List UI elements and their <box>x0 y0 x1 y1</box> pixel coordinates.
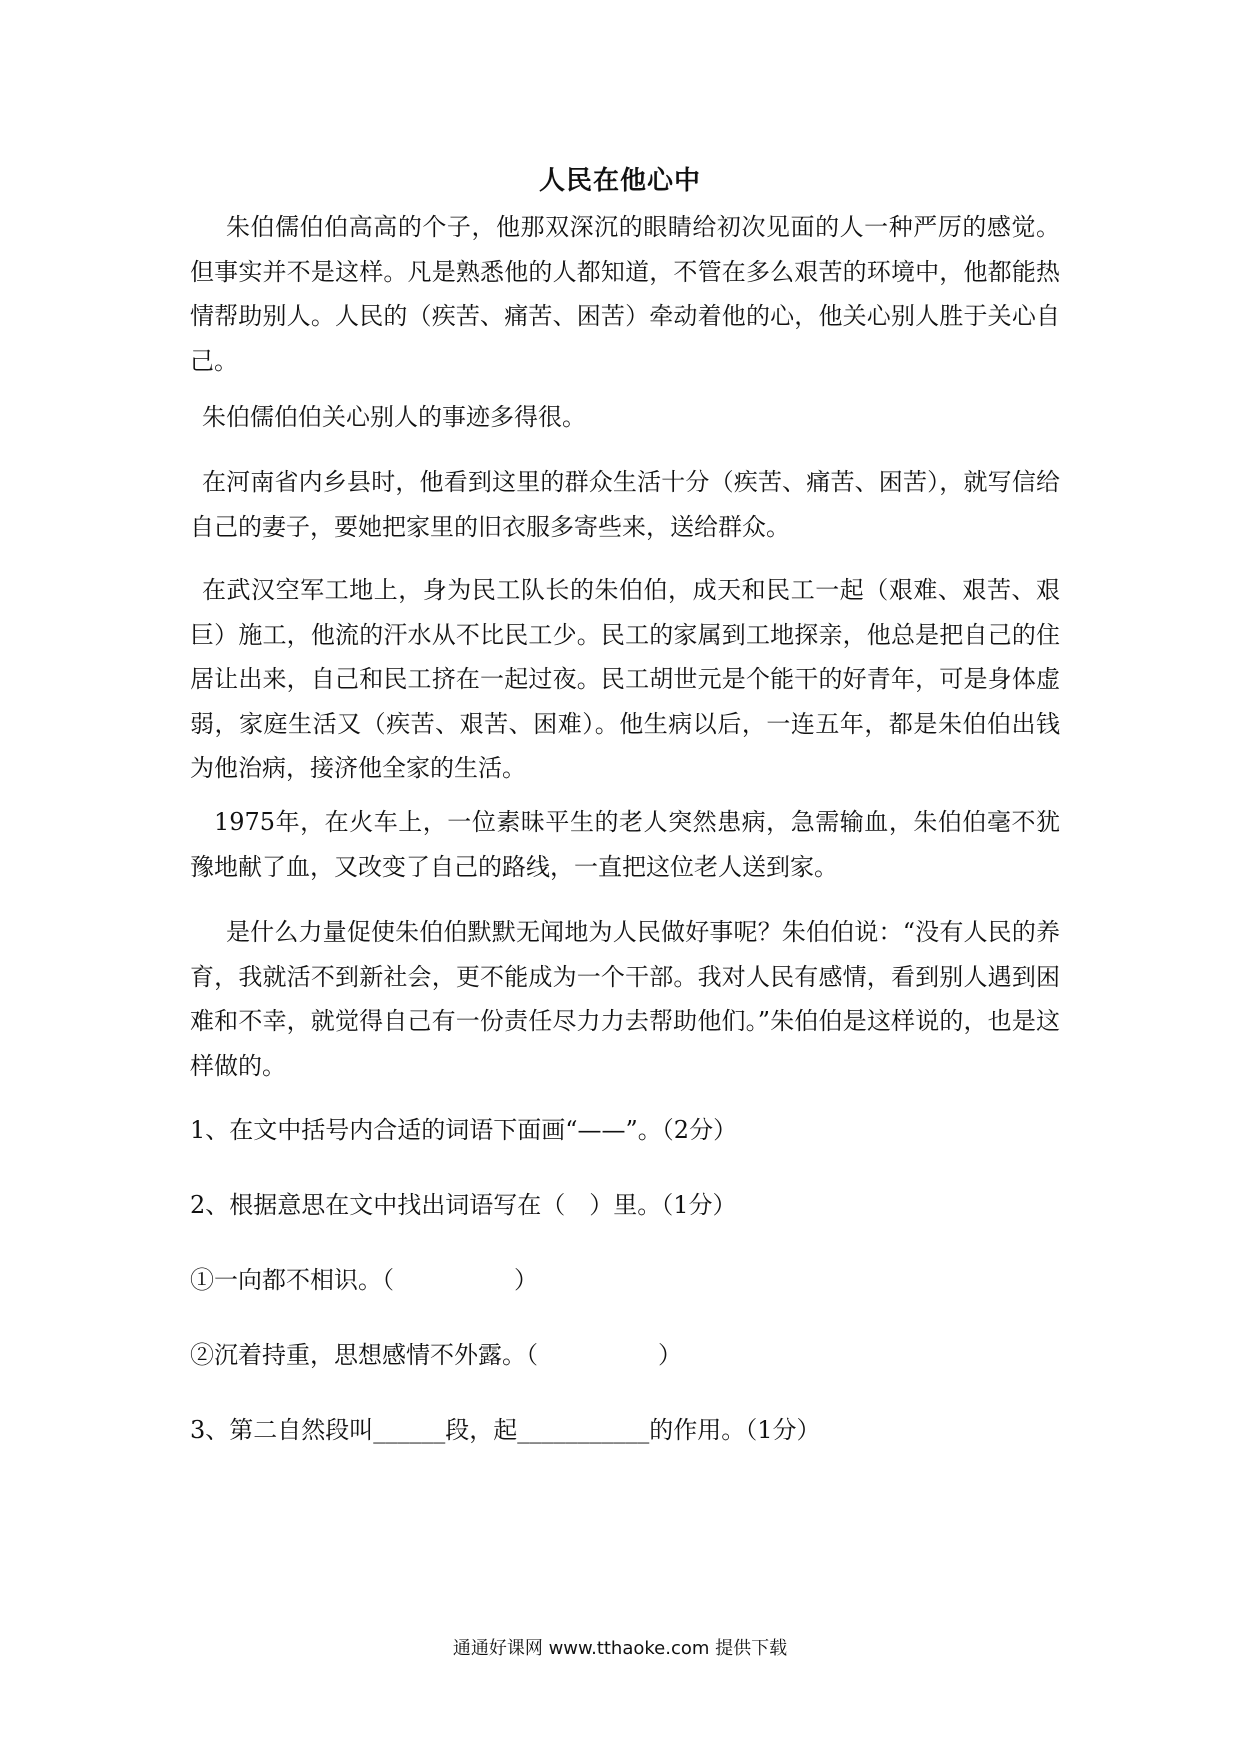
paragraph-2: 朱伯儒伯伯关心别人的事迹多得很。 <box>202 403 586 431</box>
paragraph-1: 朱伯儒伯伯高高的个子，他那双深沉的眼睛给初次见面的人一种严厉的感觉。但事实并不是这样。凡是熟悉他的人都知道，不管在多么艰苦的环境中，他都能热情帮助别人。人民的（疾苦、痛苦、困苦）牵动着他的心，他关心别人胜于关心自己。 <box>190 213 1060 375</box>
question-1: 1、在文中括号内合适的词语下面画“——”。（2分） <box>190 1116 738 1144</box>
page-title: 人民在他心中 <box>538 166 701 196</box>
paragraph-5: 1975年，在火车上，一位素昧平生的老人突然患病，急需输血，朱伯伯毫不犹豫地献了血，又改变了自己的路线，一直把这位老人送到家。 <box>190 808 1060 881</box>
question-2-item-1: ①一向都不相识。（ ） <box>190 1266 538 1294</box>
question-2-item-2: ②沉着持重，思想感情不外露。（ ） <box>190 1341 682 1369</box>
paragraph-4: 在武汉空军工地上，身为民工队长的朱伯伯，成天和民工一起（艰难、艰苦、艰巨）施工，他流的汗水从不比民工少。民工的家属到工地探亲，他总是把自己的住居让出来，自己和民工挤在一起过夜。民工胡世元是个能干的好青年，可是身体虚弱，家庭生活又（疾苦、艰苦、困难）。他生病以后，一连五年，都是朱伯伯出钱为他治病，接济他全家的生活。 <box>190 576 1060 782</box>
paragraph-6: 是什么力量促使朱伯伯默默无闻地为人民做好事呢？朱伯伯说：“没有人民的养育，我就活不到新社会，更不能成为一个干部。我对人民有感情，看到别人遇到困难和不幸，就觉得自己有一份责任尽力力去帮助他们。”朱伯伯是这样说的，也是这样做的。 <box>190 918 1060 1080</box>
footer-credit: 通通好课网 www.tthaoke.com 提供下载 <box>452 1638 788 1659</box>
paragraph-3: 在河南省内乡县时，他看到这里的群众生活十分（疾苦、痛苦、困苦），就写信给自己的妻子，要她把家里的旧衣服多寄些来，送给群众。 <box>190 468 1060 541</box>
question-3: 3、第二自然段叫______段，起___________的作用。（1分） <box>190 1416 821 1444</box>
question-2: 2、根据意思在文中找出词语写在（ ）里。（1分） <box>190 1191 737 1219</box>
